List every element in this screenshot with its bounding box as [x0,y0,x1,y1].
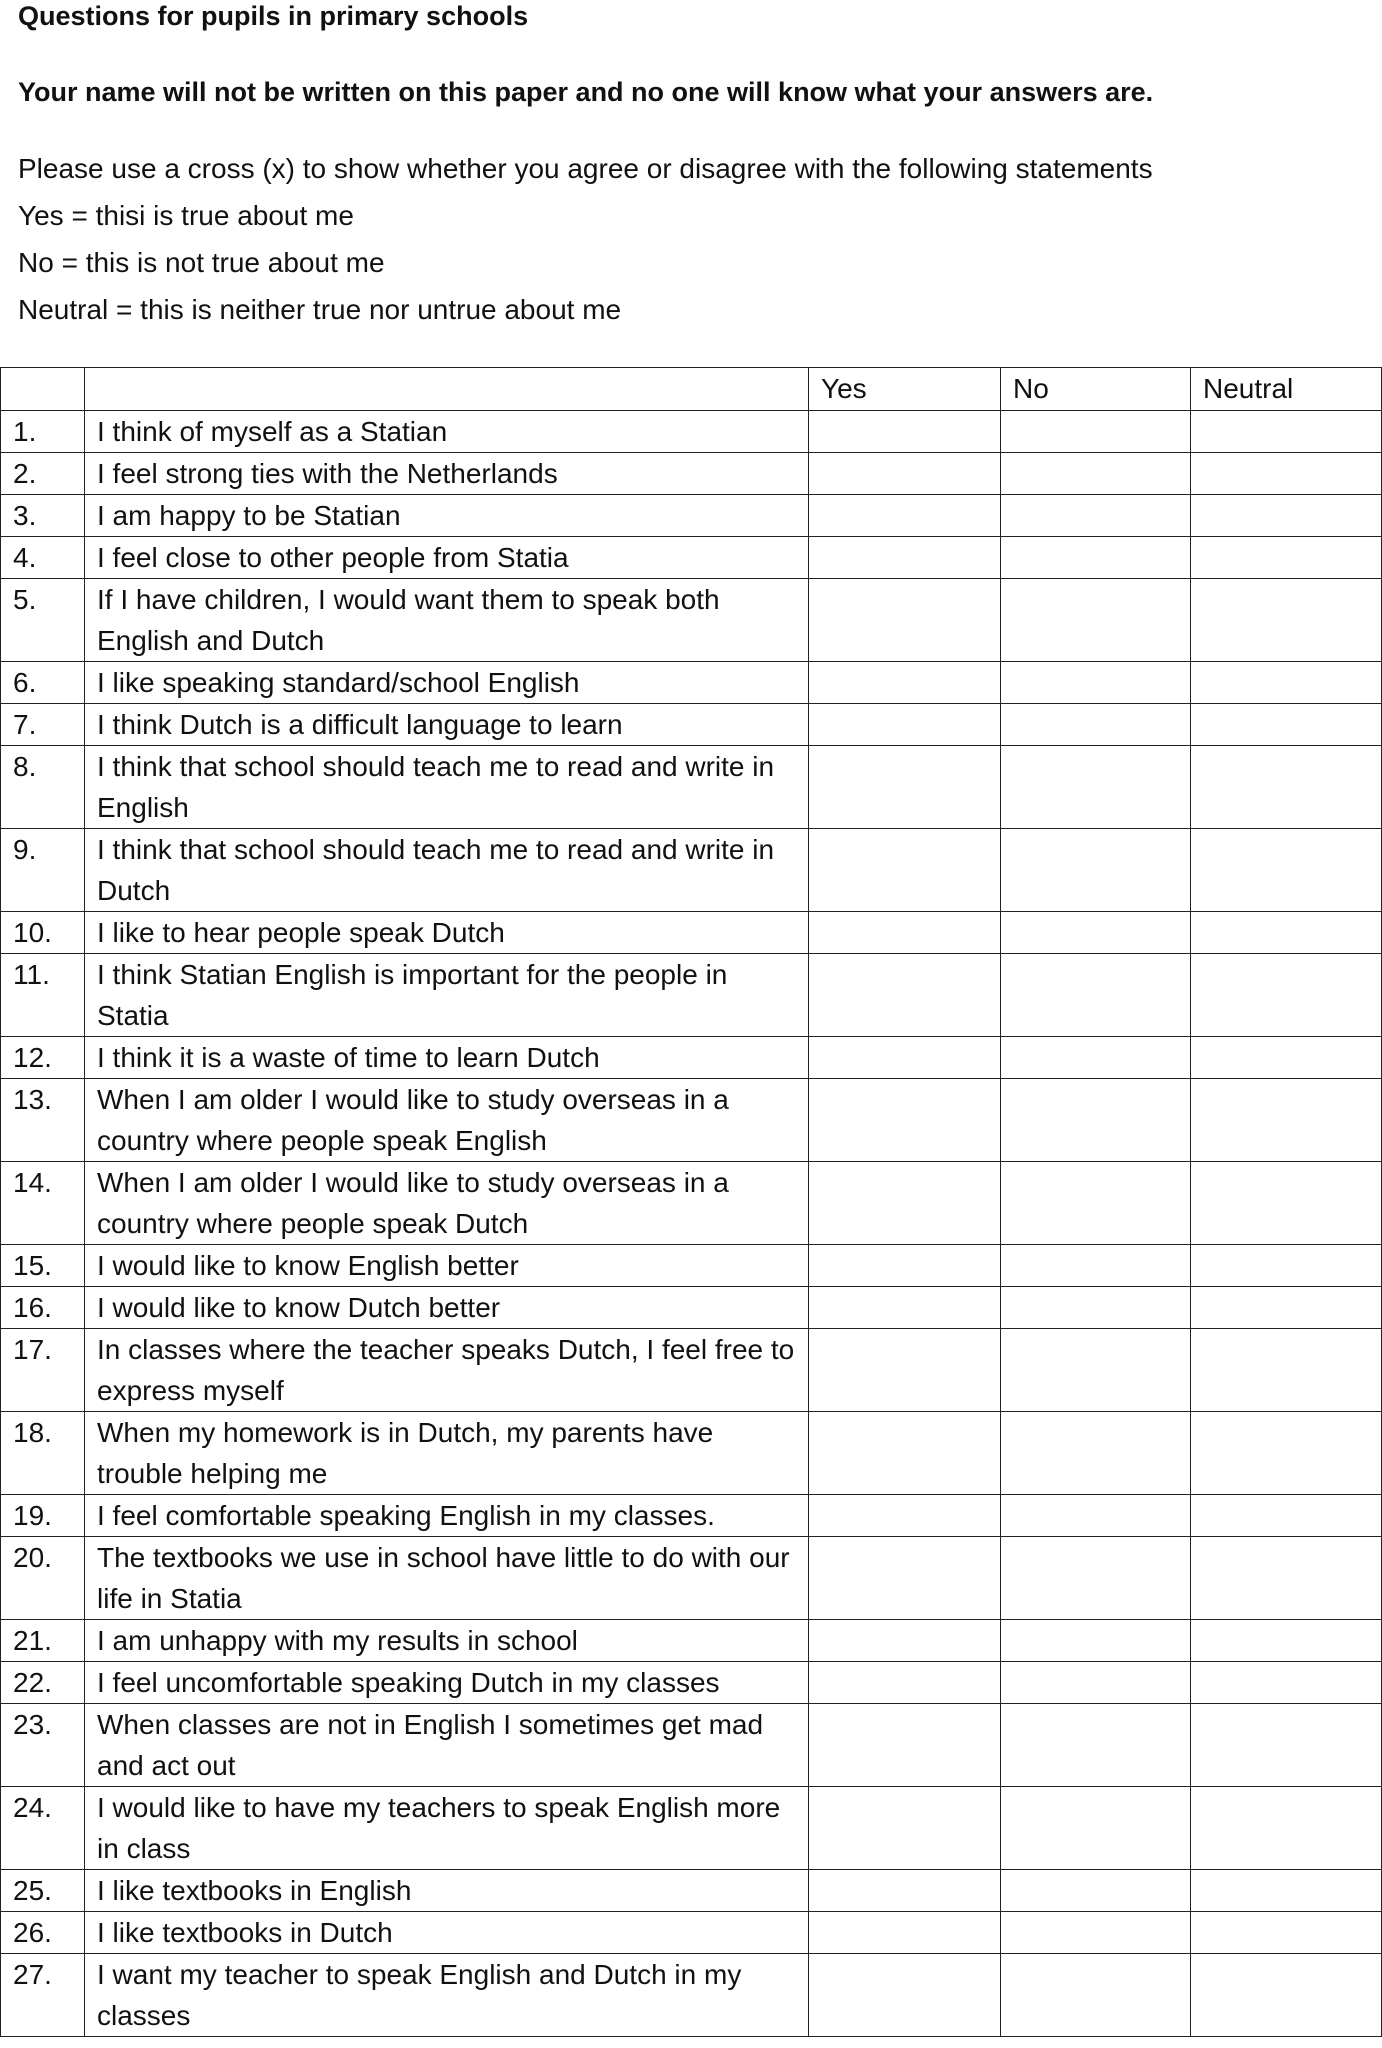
answer-cell-neutral[interactable] [1191,1495,1382,1537]
answer-cell-yes[interactable] [809,662,1001,704]
question-number: 16. [1,1287,85,1329]
answer-cell-neutral[interactable] [1191,1704,1382,1787]
answer-cell-yes[interactable] [809,1037,1001,1079]
answer-cell-no[interactable] [1001,704,1191,746]
answer-cell-no[interactable] [1001,1495,1191,1537]
answer-cell-neutral[interactable] [1191,829,1382,912]
question-statement: I think it is a waste of time to learn Dutch [85,1037,809,1079]
survey-table [0,367,1382,2037]
question-statement: I like textbooks in English [85,1870,809,1912]
table-row [1,1954,1382,2037]
page-title: Questions for pupils in primary schools [18,1,529,31]
table-row [1,1620,1382,1662]
question-number: 19. [1,1495,85,1537]
answer-cell-no[interactable] [1001,411,1191,453]
table-row [1,1495,1382,1537]
table-row [1,1704,1382,1787]
question-number: 20. [1,1537,85,1620]
answer-cell-no[interactable] [1001,1870,1191,1912]
answer-cell-yes[interactable] [809,1412,1001,1495]
answer-cell-neutral[interactable] [1191,912,1382,954]
question-number: 15. [1,1245,85,1287]
question-number: 21. [1,1620,85,1662]
answer-cell-no[interactable] [1001,1245,1191,1287]
answer-cell-yes[interactable] [809,579,1001,662]
answer-cell-no[interactable] [1001,1954,1191,2037]
table-row [1,537,1382,579]
question-number: 24. [1,1787,85,1870]
table-row [1,1245,1382,1287]
question-statement: I like speaking standard/school English [85,662,809,704]
answer-cell-no[interactable] [1001,537,1191,579]
answer-cell-no[interactable] [1001,1329,1191,1412]
answer-cell-no[interactable] [1001,1537,1191,1620]
table-row [1,746,1382,829]
table-row [1,829,1382,912]
question-number: 25. [1,1870,85,1912]
answer-cell-no[interactable] [1001,1620,1191,1662]
question-statement: I feel strong ties with the Netherlands [85,453,809,495]
instruction-line: Please use a cross (x) to show whether you agree or disagree with the following statements [18,153,1153,184]
table-row [1,954,1382,1037]
answer-cell-yes[interactable] [809,1537,1001,1620]
question-number: 22. [1,1662,85,1704]
question-number: 26. [1,1912,85,1954]
answer-cell-no[interactable] [1001,453,1191,495]
answer-cell-yes[interactable] [809,1245,1001,1287]
question-number: 17. [1,1329,85,1412]
answer-cell-neutral[interactable] [1191,1162,1382,1245]
question-statement: I think Statian English is important for the people in Statia [85,954,809,1037]
answer-cell-no[interactable] [1001,495,1191,537]
question-statement: I think that school should teach me to read and write in English [85,746,809,829]
question-statement: The textbooks we use in school have little to do with our life in Statia [85,1537,809,1620]
question-number: 7. [1,704,85,746]
answer-cell-yes[interactable] [809,1787,1001,1870]
answer-cell-no[interactable] [1001,579,1191,662]
question-number: 3. [1,495,85,537]
answer-cell-neutral[interactable] [1191,1912,1382,1954]
answer-cell-neutral[interactable] [1191,495,1382,537]
answer-cell-neutral[interactable] [1191,1329,1382,1412]
table-header-row [1,368,1382,411]
answer-cell-neutral[interactable] [1191,1412,1382,1495]
table-row [1,1037,1382,1079]
question-number: 8. [1,746,85,829]
answer-cell-no[interactable] [1001,1787,1191,1870]
answer-cell-yes[interactable] [809,411,1001,453]
answer-cell-neutral[interactable] [1191,1287,1382,1329]
question-statement: In classes where the teacher speaks Dutch, I feel free to express myself [85,1329,809,1412]
question-number: 14. [1,1162,85,1245]
answer-cell-neutral[interactable] [1191,579,1382,662]
answer-cell-neutral[interactable] [1191,746,1382,829]
question-number: 5. [1,579,85,662]
answer-cell-neutral[interactable] [1191,1079,1382,1162]
table-row [1,1079,1382,1162]
answer-cell-no[interactable] [1001,1704,1191,1787]
table-row [1,495,1382,537]
table-row [1,1787,1382,1870]
answer-cell-no[interactable] [1001,912,1191,954]
answer-cell-neutral[interactable] [1191,1245,1382,1287]
privacy-note: Your name will not be written on this paper and no one will know what your answers are. [18,77,1154,107]
answer-cell-yes[interactable] [809,1495,1001,1537]
question-statement: I feel close to other people from Statia [85,537,809,579]
table-row [1,1162,1382,1245]
question-statement: I feel comfortable speaking English in my classes. [85,1495,809,1537]
table-row [1,1912,1382,1954]
table-row [1,1662,1382,1704]
header-no: No [1001,368,1191,411]
answer-cell-neutral[interactable] [1191,1954,1382,2037]
question-statement: When my homework is in Dutch, my parents have trouble helping me [85,1412,809,1495]
header-yes: Yes [809,368,1001,411]
table-row [1,453,1382,495]
question-statement: I think that school should teach me to read and write in Dutch [85,829,809,912]
question-statement: When I am older I would like to study overseas in a country where people speak Dutch [85,1162,809,1245]
question-statement: I like textbooks in Dutch [85,1912,809,1954]
question-number: 13. [1,1079,85,1162]
question-statement: I think of myself as a Statian [85,411,809,453]
question-number: 6. [1,662,85,704]
answer-cell-neutral[interactable] [1191,704,1382,746]
answer-cell-no[interactable] [1001,1162,1191,1245]
answer-cell-yes[interactable] [809,453,1001,495]
answer-cell-yes[interactable] [809,1662,1001,1704]
table-row [1,1329,1382,1412]
answer-cell-yes[interactable] [809,1870,1001,1912]
answer-cell-neutral[interactable] [1191,662,1382,704]
question-statement: I like to hear people speak Dutch [85,912,809,954]
answer-cell-yes[interactable] [809,912,1001,954]
table-row [1,1870,1382,1912]
question-statement: If I have children, I would want them to speak both English and Dutch [85,579,809,662]
answer-cell-no[interactable] [1001,1287,1191,1329]
answer-cell-neutral[interactable] [1191,954,1382,1037]
answer-cell-neutral[interactable] [1191,453,1382,495]
question-number: 1. [1,411,85,453]
answer-cell-yes[interactable] [809,495,1001,537]
answer-cell-yes[interactable] [809,746,1001,829]
answer-cell-no[interactable] [1001,1912,1191,1954]
question-number: 9. [1,829,85,912]
table-row [1,1287,1382,1329]
question-number: 23. [1,1704,85,1787]
answer-cell-yes[interactable] [809,1912,1001,1954]
table-row [1,662,1382,704]
answer-cell-neutral[interactable] [1191,1620,1382,1662]
answer-cell-yes[interactable] [809,954,1001,1037]
question-statement: I would like to know English better [85,1245,809,1287]
answer-cell-no[interactable] [1001,1079,1191,1162]
question-statement: I would like to have my teachers to speak English more in class [85,1787,809,1870]
answer-cell-yes[interactable] [809,1079,1001,1162]
answer-cell-neutral[interactable] [1191,1787,1382,1870]
answer-cell-no[interactable] [1001,1037,1191,1079]
answer-cell-yes[interactable] [809,1162,1001,1245]
answer-cell-no[interactable] [1001,1662,1191,1704]
question-number: 11. [1,954,85,1037]
question-number: 18. [1,1412,85,1495]
answer-cell-neutral[interactable] [1191,411,1382,453]
question-statement: When classes are not in English I sometimes get mad and act out [85,1704,809,1787]
question-number: 2. [1,453,85,495]
question-statement: I would like to know Dutch better [85,1287,809,1329]
question-number: 27. [1,1954,85,2037]
answer-cell-no[interactable] [1001,954,1191,1037]
answer-cell-no[interactable] [1001,1412,1191,1495]
answer-cell-neutral[interactable] [1191,1537,1382,1620]
answer-cell-yes[interactable] [809,829,1001,912]
question-number: 10. [1,912,85,954]
answer-cell-yes[interactable] [809,1704,1001,1787]
question-statement: I am happy to be Statian [85,495,809,537]
question-statement: I feel uncomfortable speaking Dutch in my classes [85,1662,809,1704]
table-row [1,704,1382,746]
answer-cell-yes[interactable] [809,1329,1001,1412]
table-row [1,579,1382,662]
table-row [1,912,1382,954]
table-row [1,1537,1382,1620]
question-statement: I think Dutch is a difficult language to learn [85,704,809,746]
question-statement: I am unhappy with my results in school [85,1620,809,1662]
question-number: 4. [1,537,85,579]
answer-cell-no[interactable] [1001,662,1191,704]
answer-cell-neutral[interactable] [1191,1870,1382,1912]
header-neutral: Neutral [1191,368,1382,411]
instruction-line: Neutral = this is neither true nor untrue about me [18,294,622,325]
header-number-cell [1,368,85,411]
header-statement-cell [85,368,809,411]
answer-cell-yes[interactable] [809,704,1001,746]
table-row [1,411,1382,453]
question-number: 12. [1,1037,85,1079]
question-statement: I want my teacher to speak English and Dutch in my classes [85,1954,809,2037]
answer-cell-yes[interactable] [809,537,1001,579]
instruction-line: Yes = thisi is true about me [18,200,354,231]
answer-cell-no[interactable] [1001,829,1191,912]
answer-cell-no[interactable] [1001,746,1191,829]
table-row [1,1412,1382,1495]
answer-cell-neutral[interactable] [1191,1037,1382,1079]
answer-cell-yes[interactable] [809,1954,1001,2037]
answer-cell-neutral[interactable] [1191,1662,1382,1704]
answer-cell-neutral[interactable] [1191,537,1382,579]
instruction-line: No = this is not true about me [18,247,385,278]
answer-cell-yes[interactable] [809,1287,1001,1329]
answer-cell-yes[interactable] [809,1620,1001,1662]
question-statement: When I am older I would like to study overseas in a country where people speak English [85,1079,809,1162]
